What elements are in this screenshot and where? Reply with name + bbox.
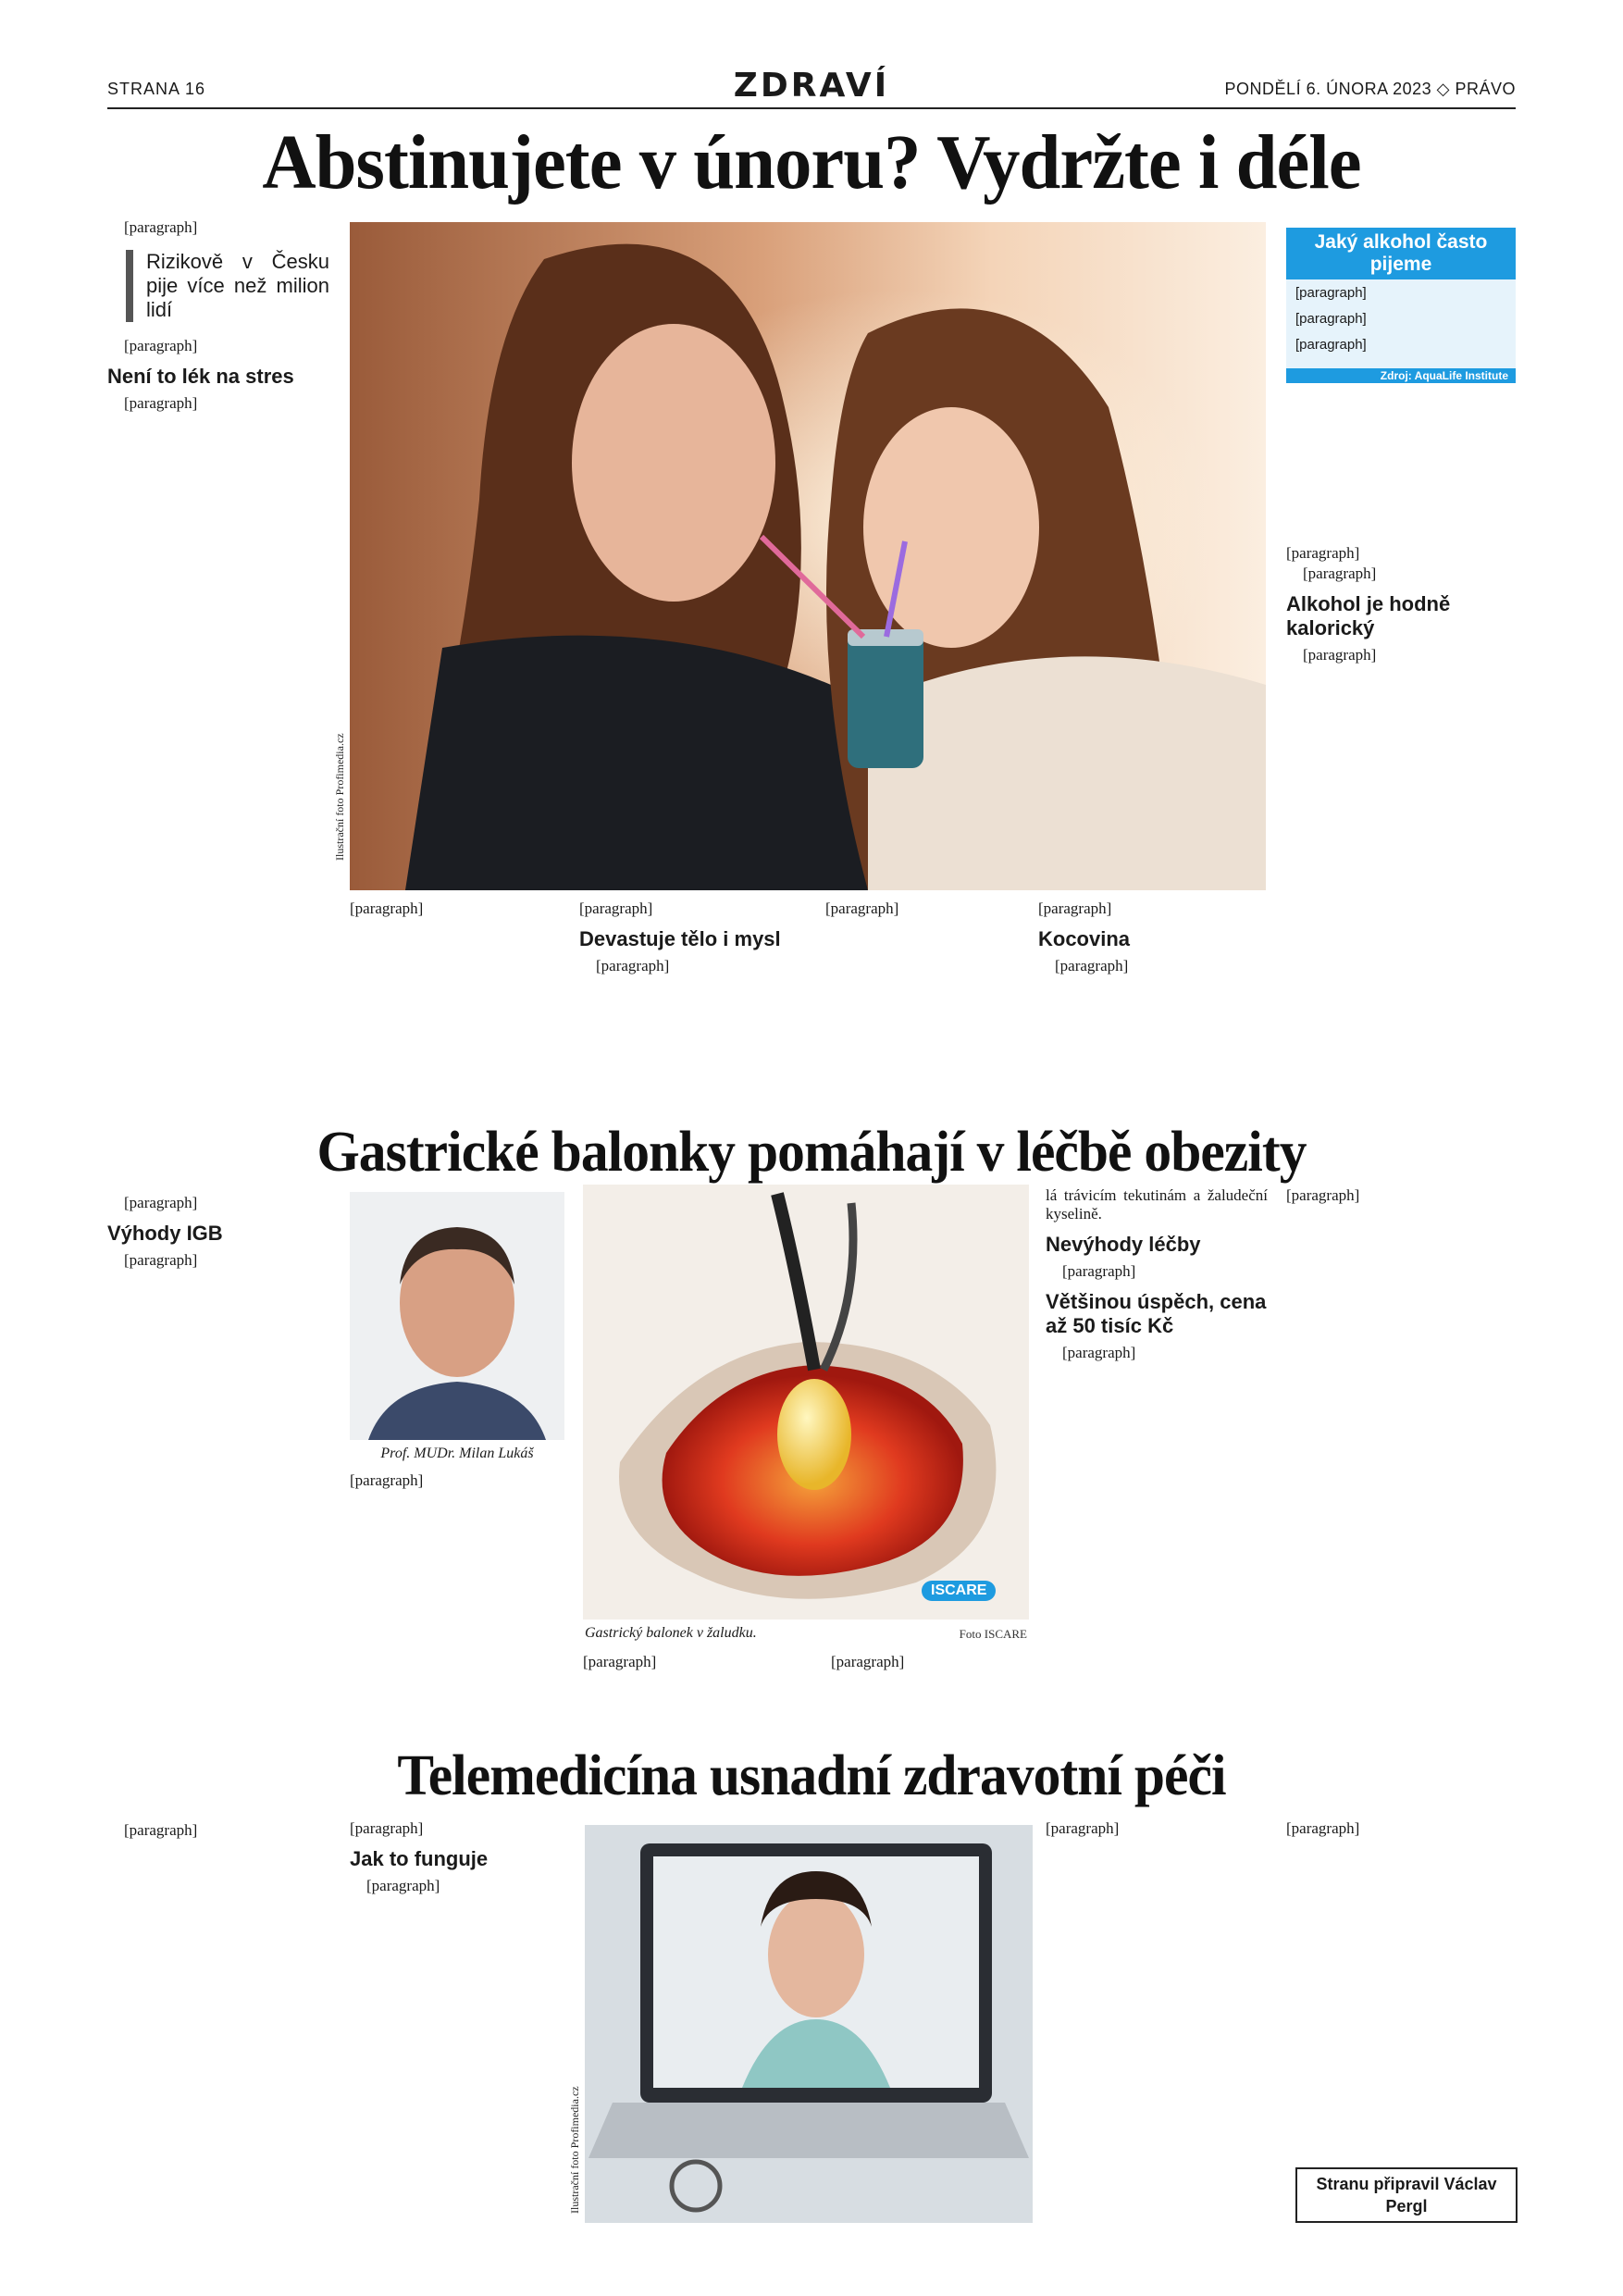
paragraph: [paragraph] — [1303, 565, 1377, 582]
paragraph: [paragraph] — [1286, 1186, 1360, 1204]
section-title: ZDRAVÍ — [733, 67, 890, 105]
image-credit: Foto ISCARE — [959, 1627, 1027, 1641]
paragraph: [paragraph] — [1286, 544, 1360, 562]
paragraph: [paragraph] — [350, 1819, 424, 1837]
article1-column-1 — [107, 218, 329, 415]
paragraph: [paragraph] — [579, 900, 653, 917]
article1-column-5 — [1038, 900, 1266, 977]
page-header — [107, 67, 1516, 109]
paragraph: [paragraph] — [124, 1194, 198, 1211]
subheading: Není to lék na stres — [107, 365, 294, 388]
article3-column-2 — [350, 1819, 564, 1897]
subheading: Nevýhody léčby — [1046, 1233, 1201, 1256]
paragraph: lá trávicím tekutinám a žaludeční kyselině. — [1046, 1186, 1268, 1222]
article1-column-3 — [579, 900, 794, 977]
article1-headline: Abstinujete v únoru? Vydržte i déle — [262, 119, 1361, 205]
iscare-logo: ISCARE — [922, 1581, 996, 1601]
paragraph: [paragraph] — [350, 900, 424, 917]
subheading: Kocovina — [1038, 927, 1131, 950]
infobox — [1286, 228, 1516, 383]
infobox-source: Zdroj: AquaLife Institute — [1286, 368, 1516, 383]
paragraph: [paragraph] — [831, 1653, 905, 1670]
paragraph: [paragraph] — [366, 1877, 440, 1894]
article1-column-4 — [809, 900, 1023, 920]
portrait-photo — [350, 1192, 564, 1440]
portrait-caption: Prof. MUDr. Milan Lukáš — [380, 1446, 534, 1461]
subheading: Alkohol je hodně kalorický — [1286, 592, 1451, 639]
article3-column-4 — [1286, 1819, 1516, 1840]
subheading: Většinou úspěch, cena až 50 tisíc Kč — [1046, 1290, 1267, 1337]
paragraph: [paragraph] — [1303, 646, 1377, 664]
paragraph: [paragraph] — [124, 1251, 198, 1269]
pullquote: Rizikově v Česku pije více než milion lidí — [126, 250, 329, 322]
article2-column-6 — [1286, 1186, 1516, 1207]
image-caption: Gastrický balonek v žaludku. — [585, 1625, 757, 1641]
infobox-wine: [paragraph] — [1295, 311, 1367, 327]
subheading: Devastuje tělo i mysl — [579, 927, 781, 950]
paragraph: [paragraph] — [124, 1821, 198, 1839]
paragraph: [paragraph] — [1062, 1262, 1136, 1280]
stomach-illustration — [583, 1185, 1029, 1620]
article2-column-4 — [814, 1653, 1029, 1673]
paragraph: [paragraph] — [1055, 957, 1129, 974]
photo-credit: Ilustrační foto Profimedia.cz — [333, 733, 346, 861]
paragraph: [paragraph] — [124, 394, 198, 412]
paragraph: [paragraph] — [350, 1471, 424, 1489]
article3-column-3 — [1046, 1819, 1268, 1840]
telemedicine-photo — [568, 1825, 1033, 2223]
signature-box: Stranu připravil Václav Pergl — [1295, 2167, 1518, 2223]
subheading: Výhody IGB — [107, 1222, 223, 1245]
dateline: PONDĚLÍ 6. ÚNORA 2023 ◇ PRÁVO — [1224, 80, 1516, 98]
paragraph: [paragraph] — [825, 900, 899, 917]
paragraph: [paragraph] — [1046, 1819, 1120, 1837]
article1-column-6 — [1286, 544, 1516, 666]
paragraph: [paragraph] — [1062, 1344, 1136, 1361]
infobox-beer: [paragraph] — [1295, 285, 1367, 301]
subheading: Jak to funguje — [350, 1847, 489, 1870]
article2-column-1 — [107, 1194, 329, 1272]
doctor-portrait — [350, 1192, 564, 1440]
article1-lead: [paragraph] — [124, 218, 198, 236]
article3-headline: Telemedicína usnadní zdravotní péči — [397, 1744, 1226, 1807]
paragraph: [paragraph] — [124, 337, 198, 354]
paragraph: [paragraph] — [596, 957, 670, 974]
main-photo — [333, 222, 1266, 890]
page-number: STRANA 16 — [107, 80, 206, 98]
infobox-title: Jaký alkohol často pijeme — [1286, 228, 1516, 279]
article2-headline: Gastrické balonky pomáhají v léčbě obezity — [316, 1121, 1307, 1184]
two-women-photo — [350, 222, 1266, 890]
photo-credit: Ilustrační foto Profimedia.cz — [568, 2086, 581, 2214]
paragraph: [paragraph] — [1038, 900, 1112, 917]
balloon-illustration — [583, 1185, 1029, 1620]
infobox-spirits: [paragraph] — [1295, 337, 1367, 353]
paragraph: [paragraph] — [1286, 1819, 1360, 1837]
article2-column-5 — [1046, 1186, 1268, 1364]
paragraph: [paragraph] — [583, 1653, 657, 1670]
article2-column-3 — [583, 1653, 798, 1673]
article2-column-2 — [350, 1471, 564, 1492]
laptop-video-call-photo — [585, 1825, 1033, 2223]
infobox-body — [1286, 279, 1516, 368]
article3-column-1 — [107, 1821, 329, 1842]
article1-column-2 — [350, 900, 564, 920]
